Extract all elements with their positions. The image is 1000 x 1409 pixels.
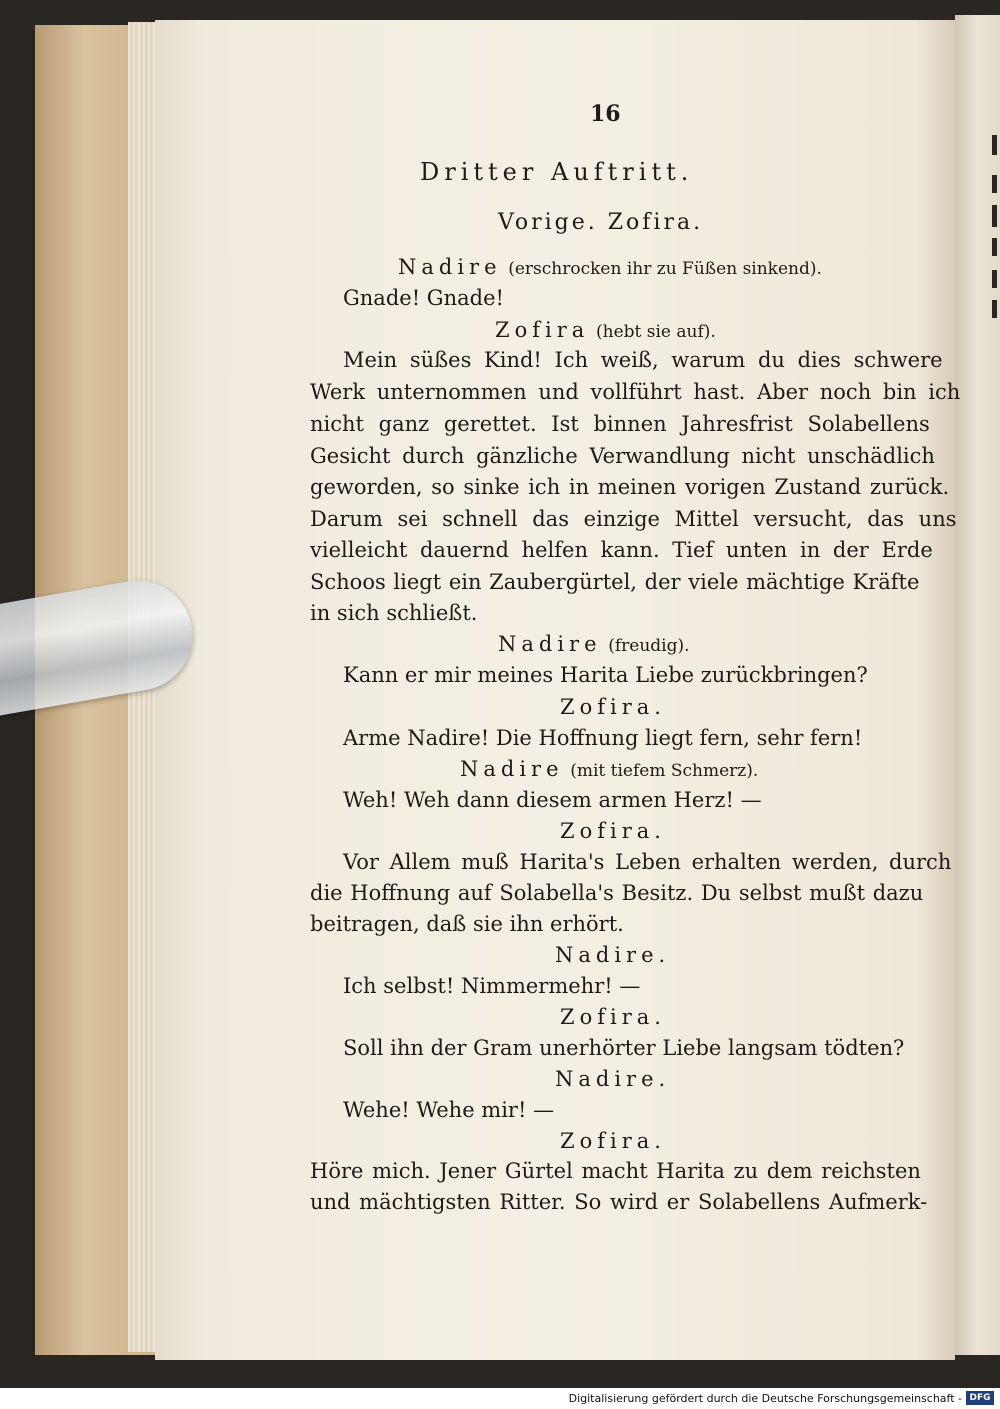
speaker-line xyxy=(495,320,716,341)
text-line: Wehe! Wehe mir! — xyxy=(343,1098,555,1122)
text-line: die Hoffnung auf Solabella's Besitz. Du selbst mußt dazu xyxy=(310,881,924,905)
stage-direction: (freudig). xyxy=(608,636,690,656)
speaker-name: Nadire xyxy=(498,632,602,656)
speaker-name: Nadire xyxy=(460,757,564,781)
footer-bar xyxy=(0,1388,1000,1409)
text-line: in sich schließt. xyxy=(310,601,478,625)
scene-heading: Dritter Auftritt. xyxy=(420,158,694,186)
facing-page-print-mark xyxy=(992,175,997,193)
speaker-name: Nadire. xyxy=(555,1067,671,1091)
facing-page-print-mark xyxy=(992,270,997,288)
text-line: Arme Nadire! Die Hoffnung liegt fern, sehr fern! xyxy=(343,726,863,750)
speaker-line xyxy=(398,257,822,278)
stage-direction: (erschrocken ihr zu Füßen sinkend). xyxy=(508,259,822,279)
dfg-logo: DFG xyxy=(966,1391,994,1405)
page-number: 16 xyxy=(590,101,621,127)
speaker-name: Zofira. xyxy=(560,1129,666,1153)
text-line: geworden, so sinke ich in meinen vorigen Zustand zurück. xyxy=(310,475,950,499)
speaker-name: Zofira. xyxy=(560,1005,666,1029)
cast-line: Vorige. Zofira. xyxy=(498,210,704,235)
text-line: nicht ganz gerettet. Ist binnen Jahresfrist Solabellens xyxy=(310,412,930,436)
text-line: Kann er mir meines Harita Liebe zurückbringen? xyxy=(343,663,868,687)
stage-direction: (mit tiefem Schmerz). xyxy=(570,761,759,781)
text-line: Gnade! Gnade! xyxy=(343,286,504,310)
speaker-name: Zofira xyxy=(495,318,590,342)
text-line: Vor Allem muß Harita's Leben erhalten werden, durch xyxy=(343,850,952,874)
text-line: Weh! Weh dann diesem armen Herz! — xyxy=(343,788,762,812)
speaker-name: Nadire xyxy=(398,255,502,279)
text-line: Darum sei schnell das einzige Mittel versucht, das uns xyxy=(310,507,957,531)
speaker-name: Nadire. xyxy=(555,943,671,967)
text-line: beitragen, daß sie ihn erhört. xyxy=(310,912,624,936)
facing-page-print-mark xyxy=(992,238,997,256)
speaker-line xyxy=(498,634,690,655)
text-line: Mein süßes Kind! Ich weiß, warum du dies schwere xyxy=(343,348,943,372)
text-line: Ich selbst! Nimmermehr! — xyxy=(343,974,641,998)
text-line: Soll ihn der Gram unerhörter Liebe langsam tödten? xyxy=(343,1036,905,1060)
text-line: Gesicht durch gänzliche Verwandlung nicht unschädlich xyxy=(310,444,935,468)
speaker-name: Zofira. xyxy=(560,819,666,843)
text-line: und mächtigsten Ritter. So wird er Solabellens Aufmerk- xyxy=(310,1190,928,1214)
stage-direction: (hebt sie auf). xyxy=(595,322,716,342)
text-line: Schoos liegt ein Zaubergürtel, der viele mächtige Kräfte xyxy=(310,570,920,594)
facing-page-print-mark xyxy=(992,300,997,318)
text-line: Höre mich. Jener Gürtel macht Harita zu dem reichsten xyxy=(310,1159,921,1183)
speaker-name: Zofira. xyxy=(560,695,666,719)
text-line: vielleicht dauernd helfen kann. Tief unten in der Erde xyxy=(310,538,933,562)
facing-page-print-mark xyxy=(992,135,997,155)
speaker-line xyxy=(460,759,758,780)
text-line: Werk unternommen und vollführt hast. Aber noch bin ich xyxy=(310,380,961,404)
funding-credit: Digitalisierung gefördert durch die Deutsche Forschungsgemeinschaft - xyxy=(568,1392,962,1405)
facing-page-print-mark xyxy=(992,205,997,227)
